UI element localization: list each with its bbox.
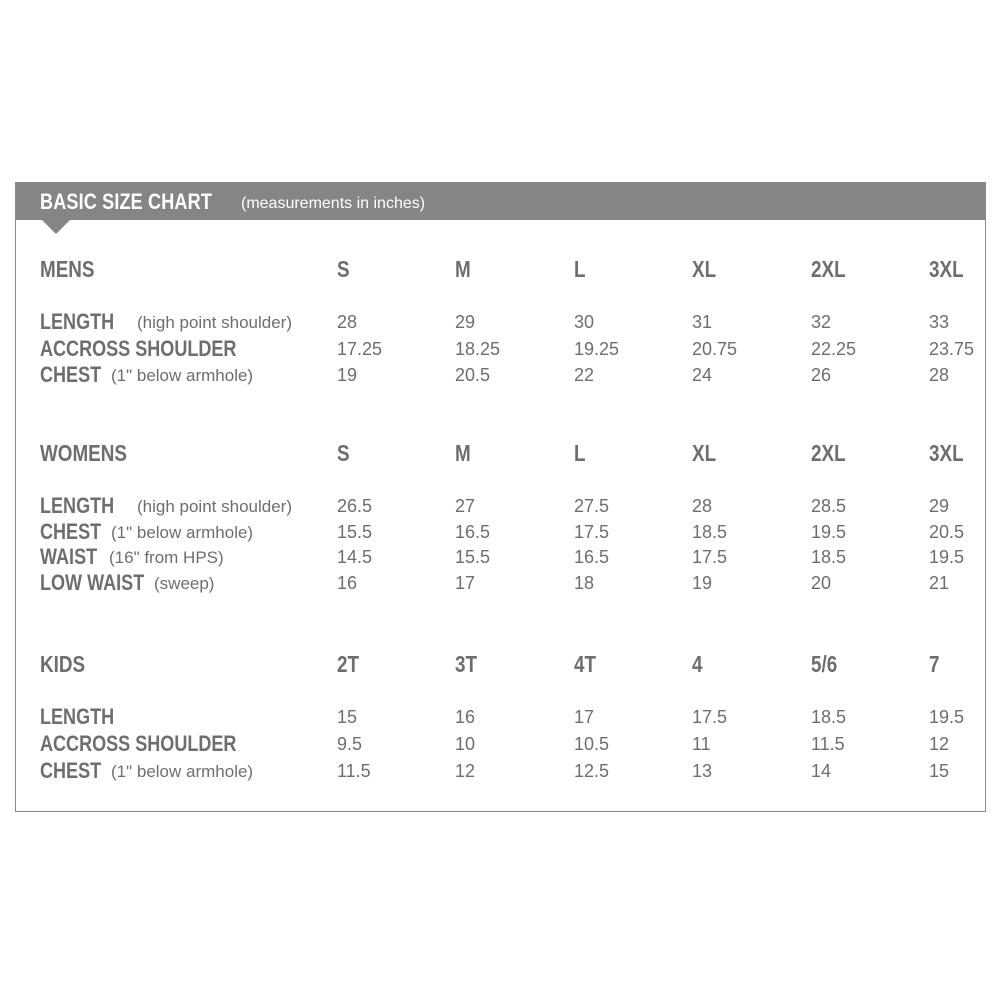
measurement-note: (1" below armhole) [111, 366, 254, 385]
measurement-note: (sweep) [154, 574, 215, 593]
table-cell: 28 [929, 365, 950, 385]
header-pointer [42, 220, 70, 234]
row-label [40, 362, 254, 388]
row-label [40, 519, 254, 545]
table-cell: 11.5 [337, 761, 371, 781]
size-header: 2XL [811, 256, 846, 282]
table-cell: 33 [929, 312, 950, 332]
table-cell: 16 [337, 573, 358, 593]
table-cell: 29 [455, 312, 476, 332]
table-cell: 30 [574, 312, 595, 332]
table-cell: 15 [929, 761, 950, 781]
size-header: 2XL [811, 440, 846, 466]
measurement-note: (high point shoulder) [137, 313, 292, 332]
size-header: S [337, 440, 350, 466]
table-cell: 16 [455, 707, 476, 727]
size-header: 7 [929, 651, 940, 677]
measurement-name: WAIST [40, 544, 98, 569]
table-cell: 22 [574, 365, 595, 385]
size-header: 5/6 [811, 651, 838, 677]
table-cell: 15 [337, 707, 358, 727]
table-cell: 19.25 [574, 339, 620, 359]
table-cell: 16.5 [455, 522, 491, 542]
table-cell: 17.5 [692, 547, 728, 567]
table-cell: 28 [692, 496, 713, 516]
size-header: M [455, 440, 471, 466]
section-title: MENS [40, 256, 95, 282]
table-cell: 9.5 [337, 734, 363, 754]
table-cell: 18.25 [455, 339, 501, 359]
table-cell: 13 [692, 761, 713, 781]
row-label [40, 731, 280, 757]
size-header: 4T [574, 651, 597, 677]
table-cell: 26.5 [337, 496, 373, 516]
table-cell: 17 [455, 573, 476, 593]
size-header: 3T [455, 651, 478, 677]
row-label [40, 309, 292, 335]
table-cell: 23.75 [929, 339, 975, 359]
table-cell: 32 [811, 312, 832, 332]
size-header: L [574, 440, 586, 466]
table-cell: 18.5 [811, 707, 847, 727]
table-cell: 17.5 [574, 522, 610, 542]
measurement-name: LENGTH [40, 493, 115, 518]
table-cell: 27 [455, 496, 476, 516]
chart-units-note: (measurements in inches) [241, 195, 426, 212]
size-header: M [455, 256, 471, 282]
table-cell: 12.5 [574, 761, 610, 781]
measurement-note: (1" below armhole) [111, 523, 254, 542]
table-cell: 14 [811, 761, 832, 781]
table-cell: 20.5 [929, 522, 965, 542]
table-cell: 15.5 [337, 522, 373, 542]
table-cell: 15.5 [455, 547, 491, 567]
measurement-name: ACCROSS SHOULDER [40, 336, 237, 361]
table-cell: 17.5 [692, 707, 728, 727]
size-header: 3XL [929, 440, 964, 466]
table-cell: 27.5 [574, 496, 610, 516]
table-cell: 18.5 [692, 522, 728, 542]
table-cell: 11 [692, 734, 711, 754]
row-label [40, 336, 280, 362]
measurement-name: CHEST [40, 758, 102, 783]
table-cell: 20 [811, 573, 832, 593]
table-cell: 24 [692, 365, 713, 385]
measurement-name: CHEST [40, 519, 102, 544]
measurement-note: (high point shoulder) [137, 497, 292, 516]
table-cell: 14.5 [337, 547, 373, 567]
measurement-name: LOW WAIST [40, 570, 145, 595]
table-cell: 19.5 [929, 707, 965, 727]
table-cell: 17.25 [337, 339, 383, 359]
section-title: WOMENS [40, 440, 127, 466]
table-cell: 26 [811, 365, 832, 385]
measurement-note: (16" from HPS) [109, 548, 224, 567]
measurement-name: ACCROSS SHOULDER [40, 731, 237, 756]
chart-header-bar [16, 183, 985, 220]
table-cell: 20.5 [455, 365, 491, 385]
row-label [40, 704, 130, 730]
size-chart [15, 182, 986, 812]
table-cell: 12 [929, 734, 950, 754]
measurement-name: LENGTH [40, 309, 115, 334]
table-cell: 18 [574, 573, 595, 593]
table-cell: 17 [574, 707, 595, 727]
table-cell: 19.5 [929, 547, 965, 567]
section-title: KIDS [40, 651, 86, 677]
chart-title: BASIC SIZE CHART [40, 189, 213, 214]
row-label [40, 544, 224, 570]
table-cell: 18.5 [811, 547, 847, 567]
table-cell: 19 [692, 573, 713, 593]
table-cell: 12 [455, 761, 476, 781]
table-cell: 22.25 [811, 339, 857, 359]
measurement-name: CHEST [40, 362, 102, 387]
size-header: XL [692, 256, 717, 282]
table-cell: 19.5 [811, 522, 847, 542]
size-header: XL [692, 440, 717, 466]
table-cell: 28 [337, 312, 358, 332]
table-cell: 29 [929, 496, 950, 516]
table-cell: 21 [929, 573, 950, 593]
size-header: S [337, 256, 350, 282]
size-header: 2T [337, 651, 360, 677]
measurement-note: (1" below armhole) [111, 762, 254, 781]
table-cell: 10.5 [574, 734, 610, 754]
size-header: 4 [692, 651, 703, 677]
table-cell: 11.5 [811, 734, 845, 754]
row-label [40, 570, 215, 596]
table-cell: 10 [455, 734, 476, 754]
size-header: L [574, 256, 586, 282]
size-header: 3XL [929, 256, 964, 282]
table-cell: 20.75 [692, 339, 738, 359]
row-label [40, 758, 254, 784]
table-cell: 19 [337, 365, 358, 385]
measurement-name: LENGTH [40, 704, 115, 729]
table-cell: 16.5 [574, 547, 610, 567]
row-label [40, 493, 292, 519]
table-cell: 31 [692, 312, 713, 332]
table-cell: 28.5 [811, 496, 847, 516]
